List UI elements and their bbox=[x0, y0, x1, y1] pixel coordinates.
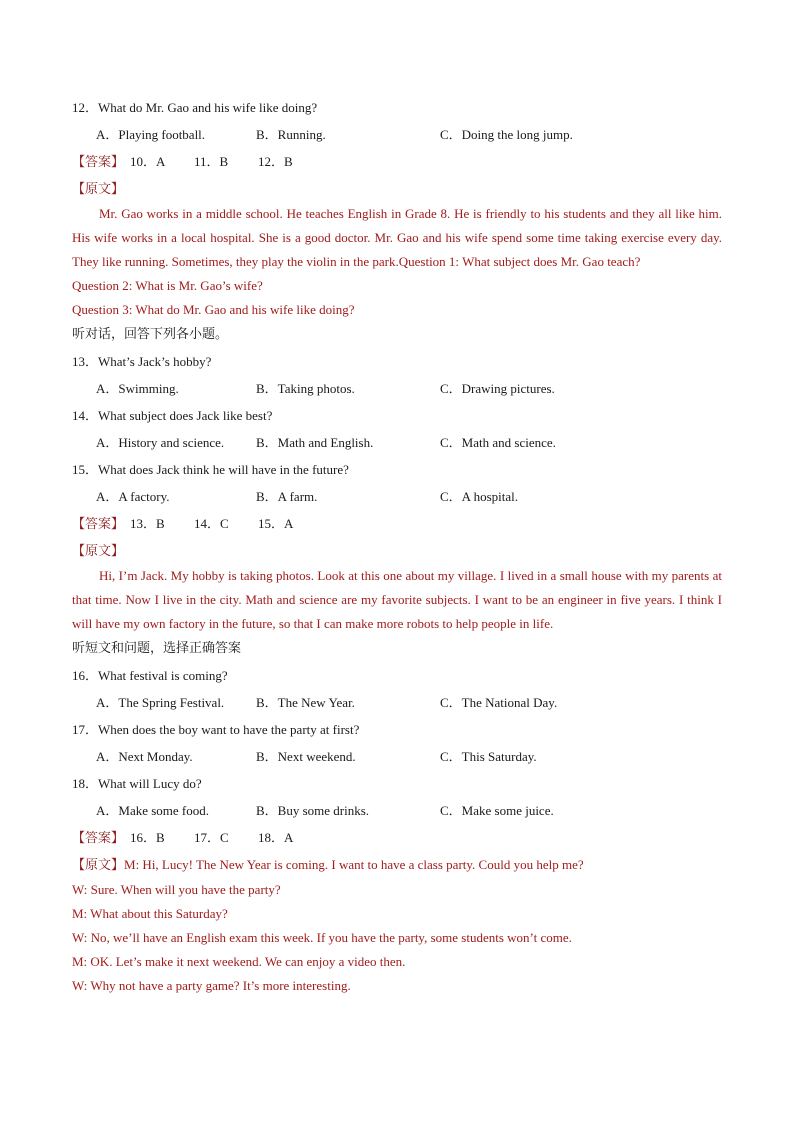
question-13: 13．What’s Jack’s hobby? bbox=[72, 354, 212, 369]
original-tag: 【原文】 bbox=[72, 858, 125, 873]
answer-item: 10．A bbox=[130, 154, 166, 169]
option-c: C．Math and science. bbox=[440, 435, 556, 450]
dialogue-line: M: OK. Let’s make it next weekend. We can enjoy a video then. bbox=[72, 954, 406, 969]
option-c: C．Drawing pictures. bbox=[440, 381, 555, 396]
option-b: B．The New Year. bbox=[256, 695, 355, 710]
question-18-options bbox=[72, 797, 722, 824]
question-17-options bbox=[72, 743, 722, 770]
option-c: C．This Saturday. bbox=[440, 749, 537, 764]
option-a: A．Playing football. bbox=[96, 127, 206, 142]
question-12-options bbox=[72, 121, 722, 148]
answer-tag: 【答案】 bbox=[72, 831, 125, 846]
answer-item: 16．B bbox=[130, 830, 165, 845]
option-a: A．Next Monday. bbox=[96, 749, 193, 764]
question-14: 14．What subject does Jack like best? bbox=[72, 408, 273, 423]
option-b: B．Taking photos. bbox=[256, 381, 355, 396]
original-text-heading bbox=[72, 175, 722, 202]
question-12: 12．What do Mr. Gao and his wife like doing? bbox=[72, 100, 318, 115]
dialogue-line: W: No, we’ll have an English exam this week. If you have the party, some students won’t come. bbox=[72, 930, 572, 945]
answer-line bbox=[72, 510, 722, 537]
answer-item: 17．C bbox=[194, 830, 229, 845]
option-c: C．Doing the long jump. bbox=[440, 127, 573, 142]
dialogue-line: W: Why not have a party game? It’s more interesting. bbox=[72, 978, 351, 993]
original-tag: 【原文】 bbox=[72, 544, 125, 559]
answer-item: 18．A bbox=[258, 830, 294, 845]
answer-line bbox=[72, 824, 722, 851]
option-c: C．A hospital. bbox=[440, 489, 519, 504]
question-15-options bbox=[72, 483, 722, 510]
answer-item: 12．B bbox=[258, 154, 293, 169]
answer-tag: 【答案】 bbox=[72, 517, 125, 532]
question-16-options bbox=[72, 689, 722, 716]
option-c: C．Make some juice. bbox=[440, 803, 554, 818]
answer-item: 15．A bbox=[258, 516, 294, 531]
question-18: 18．What will Lucy do? bbox=[72, 776, 202, 791]
option-a: A．The Spring Festival. bbox=[96, 695, 225, 710]
option-b: B．Math and English. bbox=[256, 435, 374, 450]
option-a: A．History and science. bbox=[96, 435, 225, 450]
dialogue-line: M: Hi, Lucy! The New Year is coming. I want to have a class party. Could you help me? bbox=[124, 857, 584, 872]
option-c: C．The National Day. bbox=[440, 695, 558, 710]
original-text-heading bbox=[72, 537, 722, 564]
answer-line bbox=[72, 148, 722, 175]
transcript-question-2: Question 2: What is Mr. Gao’s wife? bbox=[72, 278, 263, 293]
section-instruction: 听对话，回答下列各小题。 bbox=[72, 327, 229, 342]
option-b: B．A farm. bbox=[256, 489, 318, 504]
transcript-passage: Mr. Gao works in a middle school. He teaches English in Grade 8. He is friendly to his students and they all like him. His wife works in a local hospital. She is a good doctor. Mr. Gao and his wife spend some time taking exercise every day. They like running. Sometimes, they play the violin in the park.Question 1: What subject does Mr. Gao teach? bbox=[72, 206, 722, 269]
question-14-options bbox=[72, 429, 722, 456]
transcript-question-3: Question 3: What do Mr. Gao and his wife like doing? bbox=[72, 302, 355, 317]
answer-item: 14．C bbox=[194, 516, 229, 531]
option-a: A．Swimming. bbox=[96, 381, 179, 396]
answer-item: 11．B bbox=[194, 154, 229, 169]
question-13-options bbox=[72, 375, 722, 402]
answer-item: 13．B bbox=[130, 516, 165, 531]
option-a: A．Make some food. bbox=[96, 803, 210, 818]
transcript-passage: Hi, I’m Jack. My hobby is taking photos. Look at this one about my village. I lived in a small house with my parents at that time. Now I live in the city. Math and science are my favorite subjects. I want to be an engineer in five years. I think I will have my own factory in the future, so that I can make more robots to help people in life. bbox=[72, 568, 722, 631]
question-16: 16．What festival is coming? bbox=[72, 668, 228, 683]
question-17: 17．When does the boy want to have the party at first? bbox=[72, 722, 360, 737]
option-b: B．Running. bbox=[256, 127, 326, 142]
dialogue-line: W: Sure. When will you have the party? bbox=[72, 882, 281, 897]
option-b: B．Next weekend. bbox=[256, 749, 356, 764]
document-page bbox=[72, 94, 722, 998]
option-a: A．A factory. bbox=[96, 489, 170, 504]
original-text-heading bbox=[72, 851, 722, 878]
option-b: B．Buy some drinks. bbox=[256, 803, 370, 818]
question-15: 15．What does Jack think he will have in the future? bbox=[72, 462, 349, 477]
section-instruction: 听短文和问题，选择正确答案 bbox=[72, 641, 242, 656]
original-tag: 【原文】 bbox=[72, 182, 125, 197]
answer-tag: 【答案】 bbox=[72, 155, 125, 170]
dialogue-line: M: What about this Saturday? bbox=[72, 906, 228, 921]
